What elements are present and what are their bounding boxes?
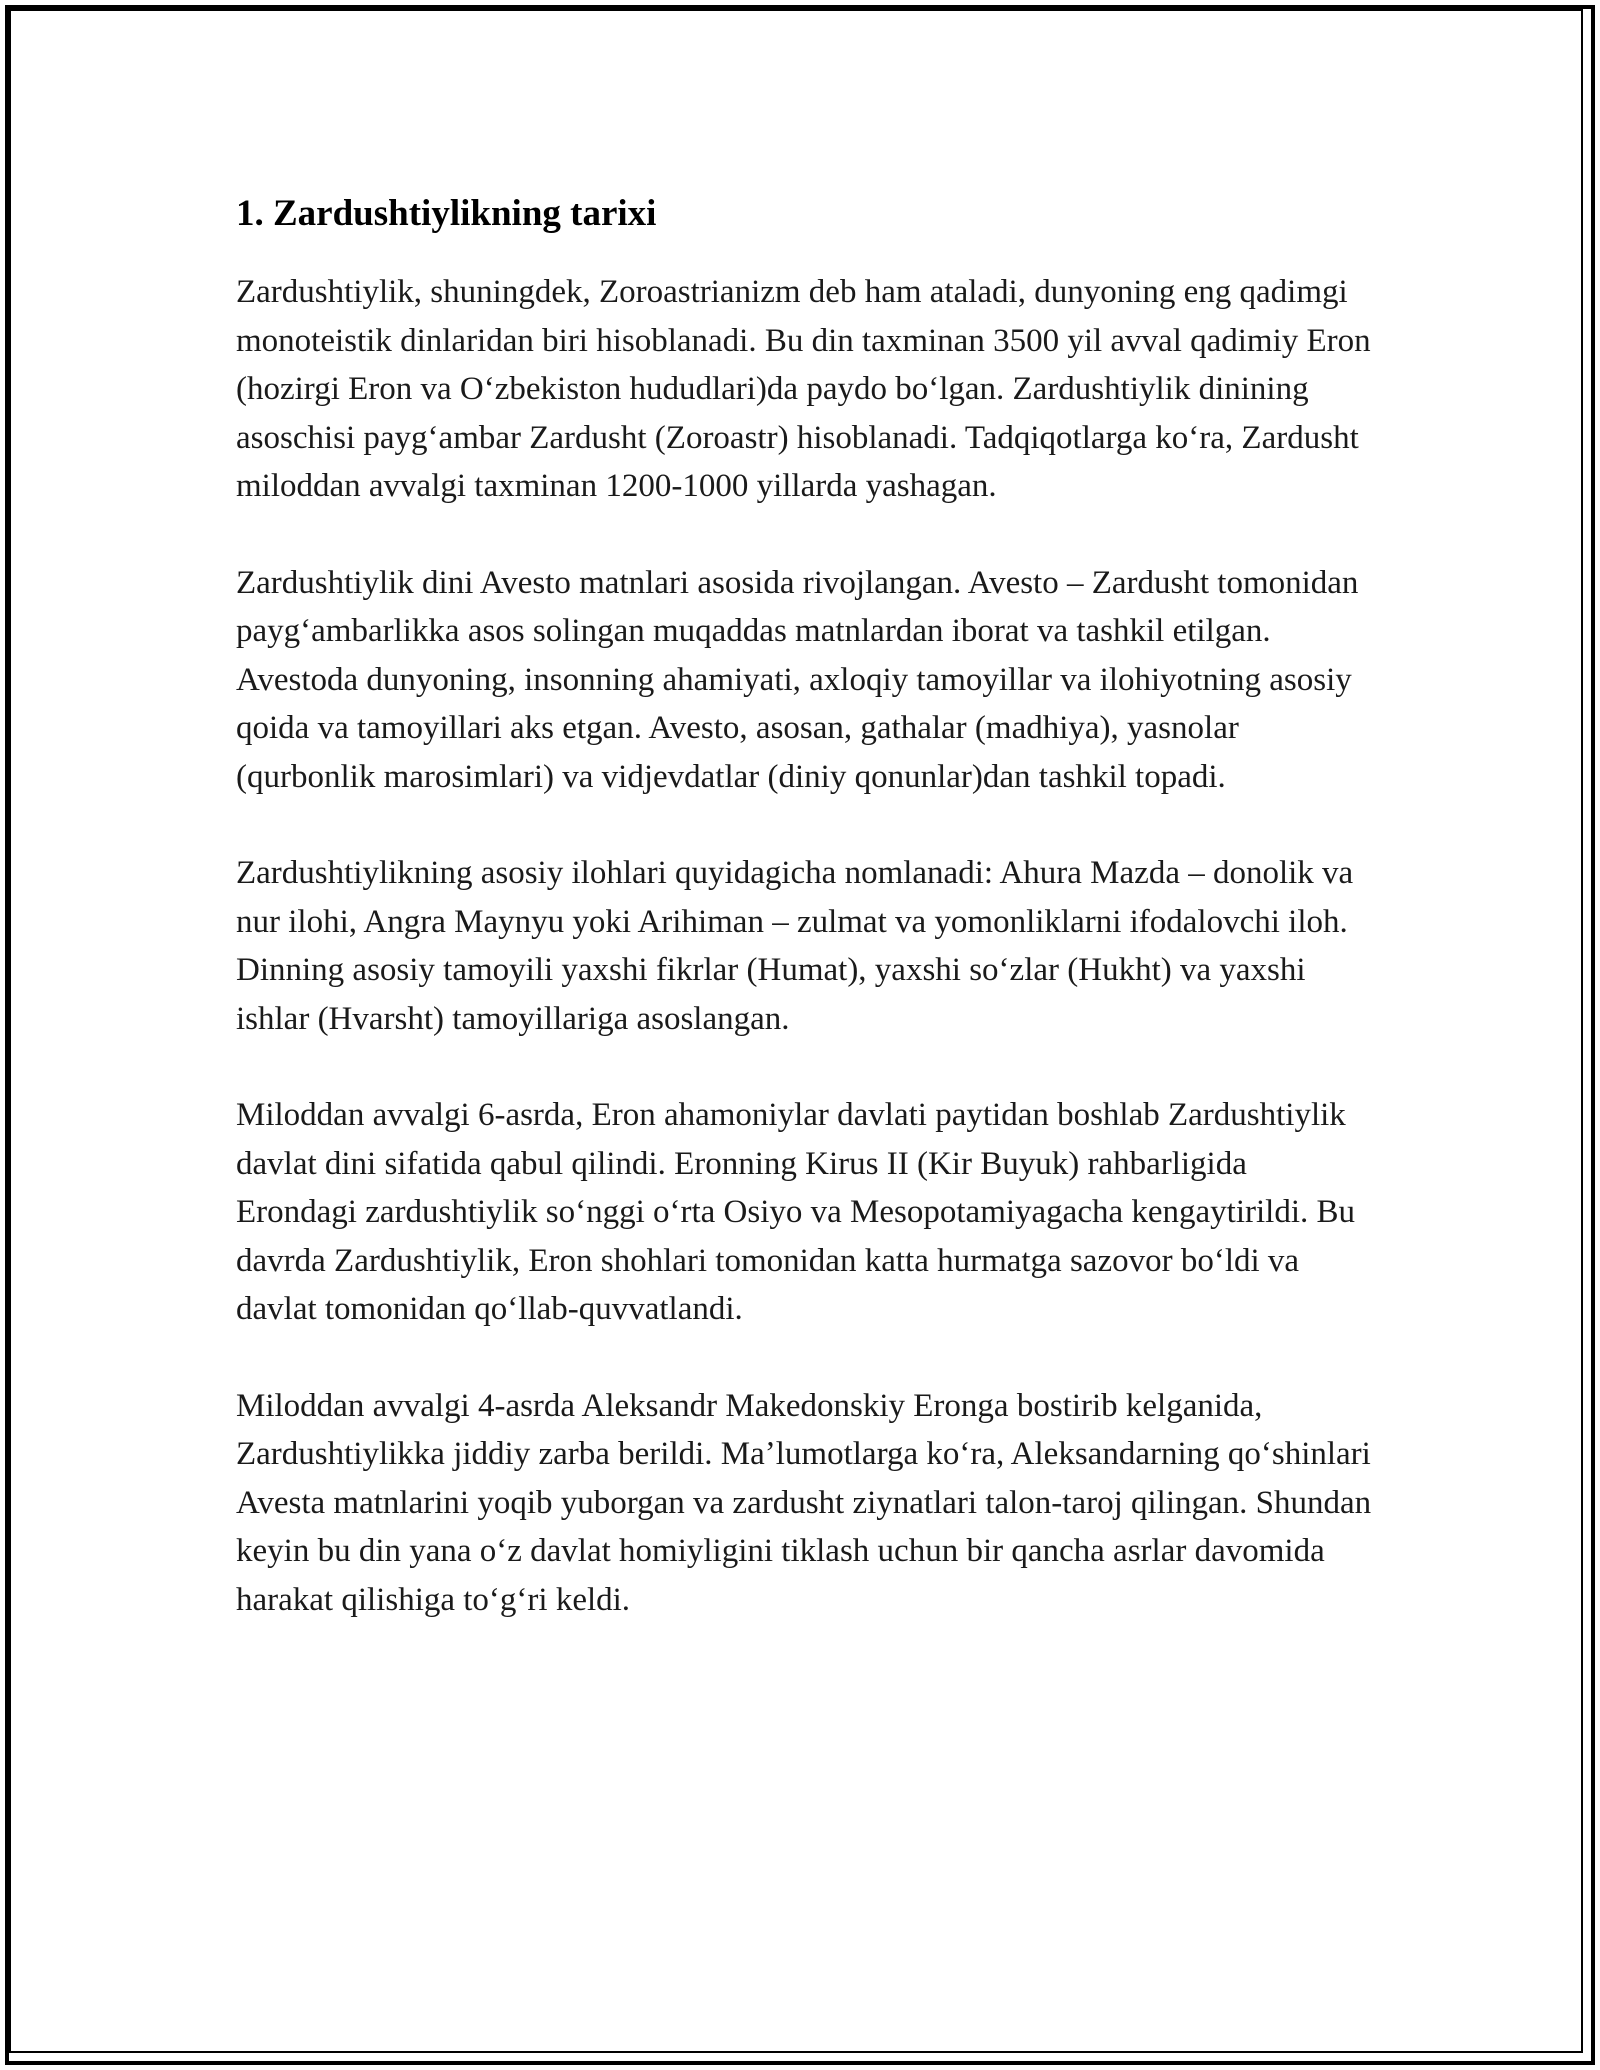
- document-body: [236, 186, 1376, 1672]
- paragraph-alexander-invasion: Miloddan avvalgi 4-asrda Aleksandr Makedonskiy Eronga bostirib kelganida, Zardushtiylikka jiddiy zarba berildi. Maʼlumotlarga koʻra, Aleksandarning qoʻshinlari Avesta matnlarini yoqib yuborgan va zardusht ziynatlari talon-taroj qilingan. Shundan keyin bu din yana oʻz davlat homiyligini tiklash uchun bir qancha asrlar davomida harakat qilishiga toʻgʻri keldi.: [236, 1387, 1372, 1618]
- paragraph-deities: Zardushtiylikning asosiy ilohlari quyidagicha nomlanadi: Ahura Mazda – donolik va nur ilohi, Angra Maynyu yoki Arihiman – zulmat va yomonliklarni ifodalovchi iloh. Dinning asosiy tamoyili yaxshi fikrlar (Humat), yaxshi soʻzlar (Hukht) va yaxshi ishlar (Hvarsht) tamoyillariga asoslangan.: [236, 855, 1354, 1037]
- paragraph-achaemenid-era: Miloddan avvalgi 6-asrda, Eron ahamoniylar davlati paytidan boshlab Zardushtiylik davlat dini sifatida qabul qilindi. Eronning Kirus II (Kir Buyuk) rahbarligida Erondagi zardushtiylik soʻnggi oʻrta Osiyo va Mesopotamiyagacha kengaytirildi. Bu davrda Zardushtiylik, Eron shohlari tomonidan katta hurmatga sazovor boʻldi va davlat tomonidan qoʻllab-quvvatlandi.: [236, 1097, 1356, 1327]
- paragraph-history-origin: Zardushtiylik, shuningdek, Zoroastrianizm deb ham ataladi, dunyoning eng qadimgi monoteistik dinlaridan biri hisoblanadi. Bu din taxminan 3500 yil avval qadimiy Eron (hozirgi Eron va Oʻzbekiston hududlari)da paydo boʻlgan. Zardushtiylik dinining asoschisi paygʻambar Zardusht (Zoroastr) hisoblanadi. Tadqiqotlarga koʻra, Zardusht miloddan avvalgi taxminan 1200-1000 yillarda yashagan.: [236, 274, 1371, 504]
- paragraph-avesto: Zardushtiylik dini Avesto matnlari asosida rivojlangan. Avesto – Zardusht tomonidan paygʻambarlikka asos solingan muqaddas matnlardan iborat va tashkil etilgan. Avestoda dunyoning, insonning ahamiyati, axloqiy tamoyillar va ilohiyotning asosiy qoida va tamoyillari aks etgan. Avesto, asosan, gathalar (madhiya), yasnolar (qurbonlik marosimlari) va vidjevdatlar (diniy qonunlar)dan tashkil topadi.: [236, 564, 1359, 795]
- section-title: 1. Zardushtiylikning tarixi: [236, 193, 657, 234]
